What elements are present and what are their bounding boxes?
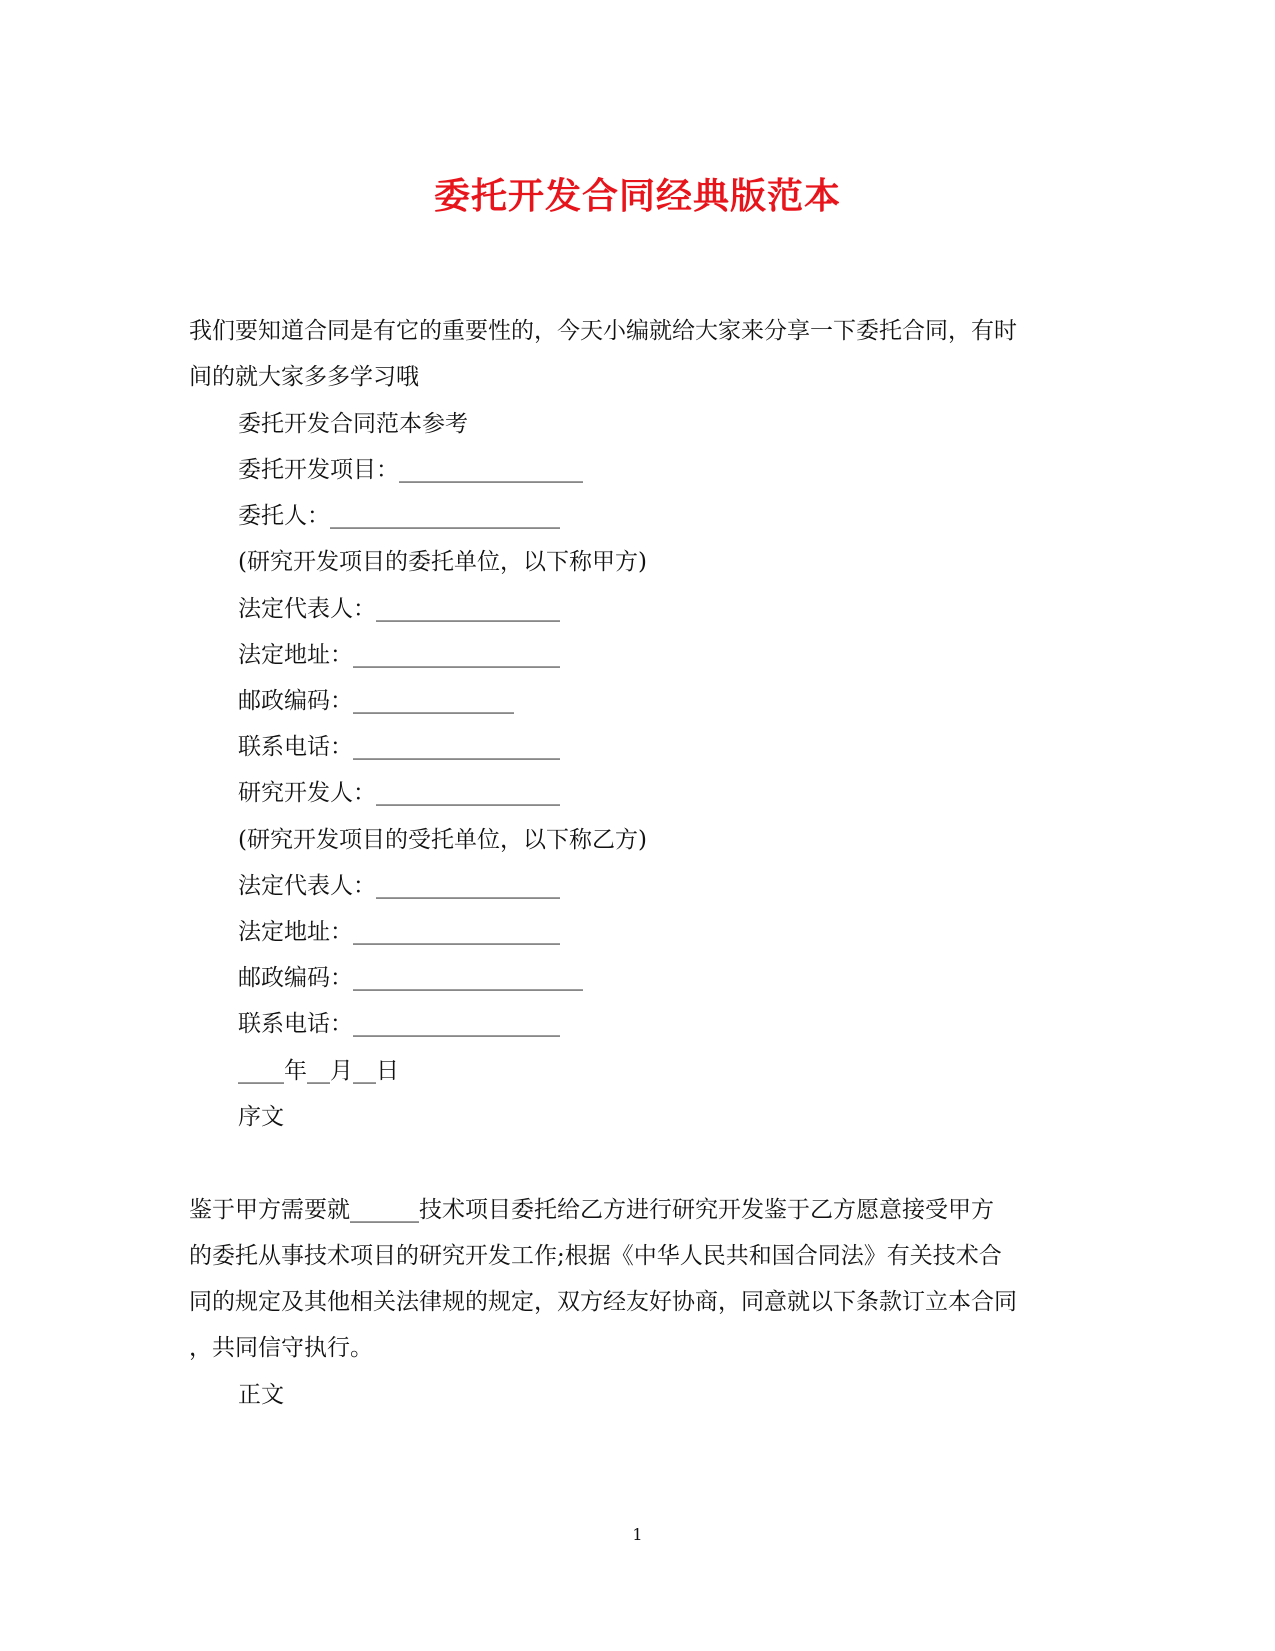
preamble-line: 的委托从事技术项目的研究开发工作;根据《中华人民共和国合同法》有关技术合 [189, 1243, 1002, 1269]
section-heading-preface: 序文 [238, 1104, 284, 1130]
field-legal-rep-b: 法定代表人：________________ [238, 873, 560, 899]
party-a-note: (研究开发项目的委托单位，以下称甲方) [238, 549, 647, 575]
preamble-line: 鉴于甲方需要就______技术项目委托给乙方进行研究开发鉴于乙方愿意接受甲方 [189, 1197, 994, 1223]
section-heading-body: 正文 [238, 1382, 284, 1408]
document-title: 委托开发合同经典版范本 [433, 175, 841, 217]
field-address-a: 法定地址：__________________ [238, 642, 560, 668]
field-project: 委托开发项目：________________ [238, 457, 583, 483]
preamble-line: 同的规定及其他相关法律规的规定，双方经友好协商，同意就以下条款订立本合同 [189, 1289, 1017, 1315]
field-developer: 研究开发人：________________ [238, 780, 560, 806]
intro-line: 间的就大家多多学习哦 [189, 364, 419, 390]
preamble-line: ，共同信守执行。 [189, 1335, 373, 1361]
subtitle-line: 委托开发合同范本参考 [238, 411, 468, 437]
field-phone-b: 联系电话：__________________ [238, 1011, 560, 1037]
field-legal-rep-a: 法定代表人：________________ [238, 596, 560, 622]
party-b-note: (研究开发项目的受托单位，以下称乙方) [238, 827, 647, 853]
field-address-b: 法定地址：__________________ [238, 919, 560, 945]
date-line: ____年__月__日 [238, 1058, 399, 1084]
field-phone-a: 联系电话：__________________ [238, 734, 560, 760]
field-postcode-b: 邮政编码：____________________ [238, 965, 583, 991]
field-client: 委托人：____________________ [238, 503, 560, 529]
field-postcode-a: 邮政编码：______________ [238, 688, 514, 714]
page-number: 1 [632, 1525, 643, 1544]
intro-line: 我们要知道合同是有它的重要性的，今天小编就给大家来分享一下委托合同，有时 [189, 318, 1017, 344]
